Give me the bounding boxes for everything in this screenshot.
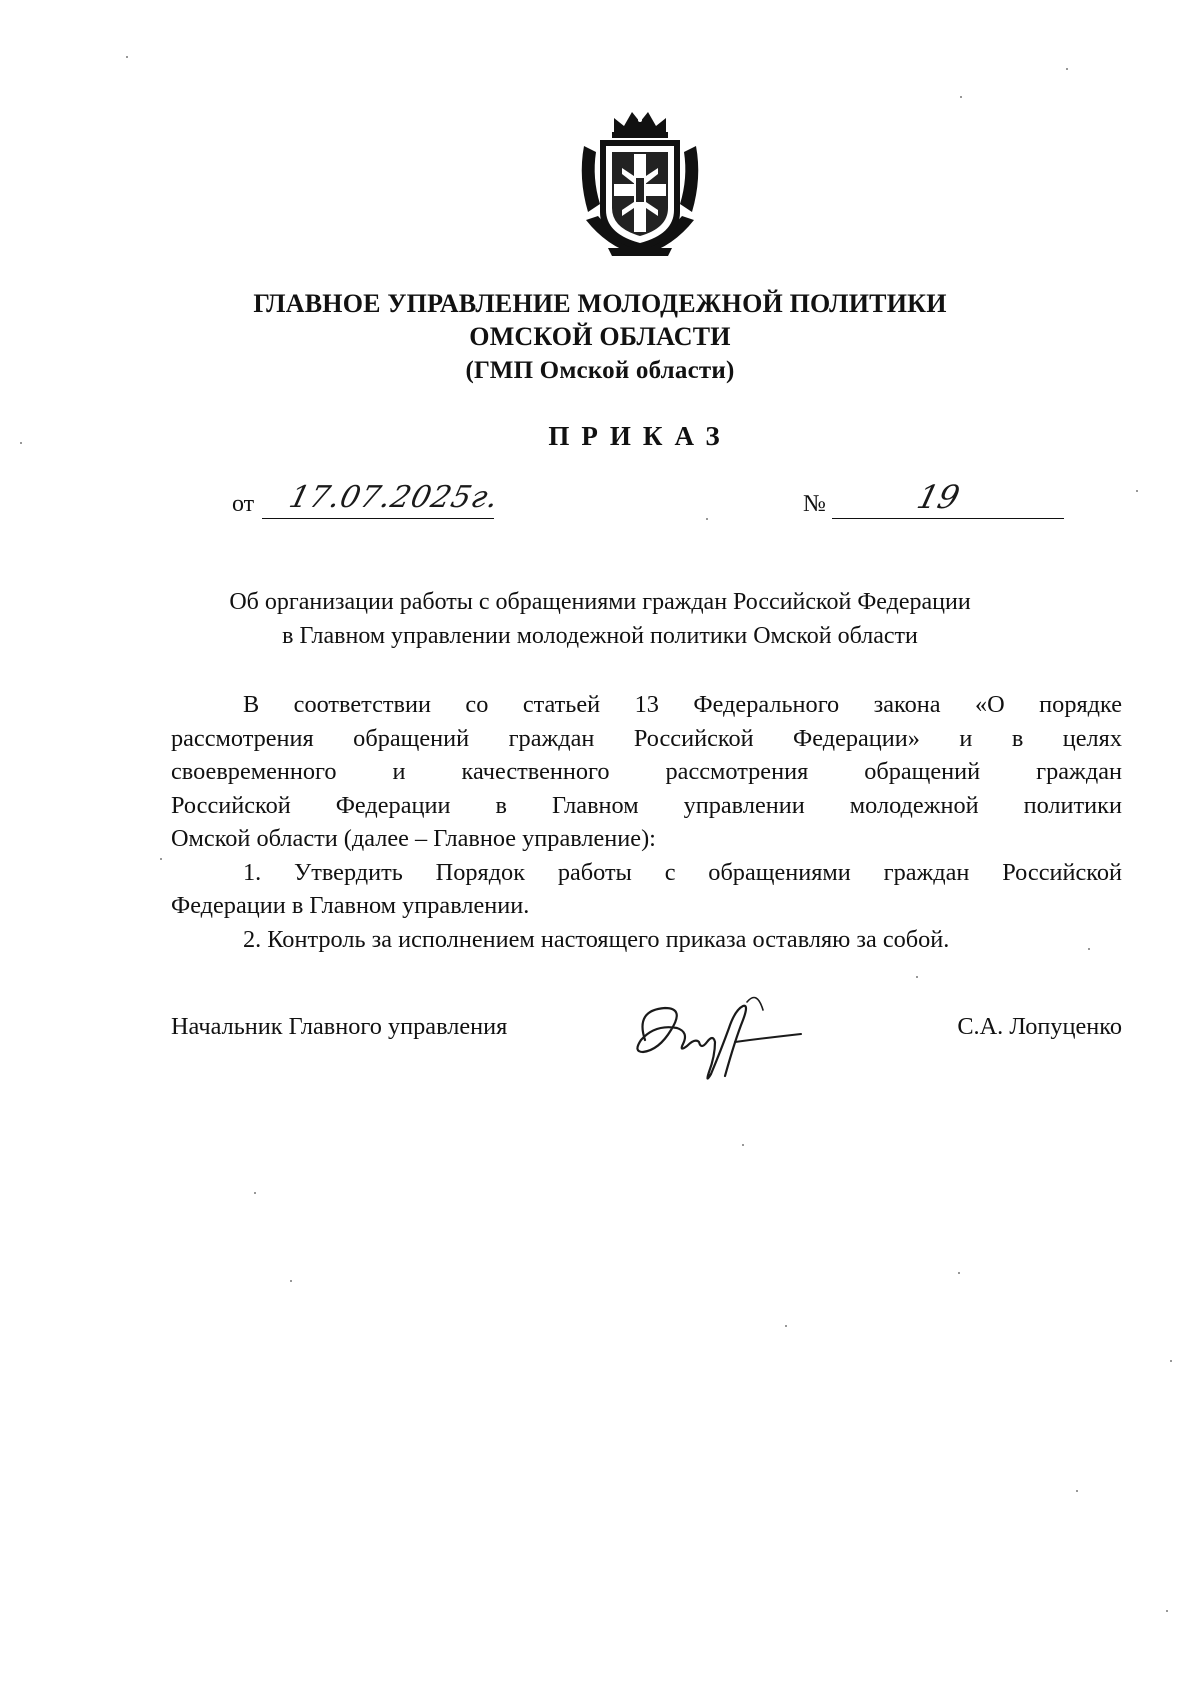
organization-name: ГЛАВНОЕ УПРАВЛЕНИЕ МОЛОДЕЖНОЙ ПОЛИТИКИ: [253, 289, 947, 318]
scan-speck: [785, 1325, 787, 1327]
body-line: Омской области (далее – Главное управление):: [171, 825, 656, 852]
organization-region: ОМСКОЙ ОБЛАСТИ: [469, 322, 731, 351]
number-handwritten: 19: [913, 478, 964, 516]
scan-speck: [126, 56, 128, 58]
scan-speck: [290, 1280, 292, 1282]
number-underline: [832, 518, 1064, 519]
handwritten-signature: [625, 980, 825, 1090]
order-item-1-continued: Федерации в Главном управлении.: [171, 892, 530, 919]
body-line: рассмотрения обращений граждан Российской Федерации» и в целях: [171, 724, 1122, 752]
scan-speck: [742, 1144, 744, 1146]
subject-line: Об организации работы с обращениями граждан Российской Федерации: [229, 589, 971, 615]
scan-speck: [916, 976, 918, 978]
omsk-coat-of-arms-icon: [578, 108, 702, 260]
scan-speck: [1136, 490, 1138, 492]
body-line: В соответствии со статьей 13 Федерального закона «О порядке: [243, 691, 1122, 718]
scan-speck: [254, 1192, 256, 1194]
date-underline: [262, 518, 494, 519]
document-type-title: ПРИКАЗ: [548, 421, 732, 451]
date-handwritten: 17.07.2025г.: [285, 480, 503, 515]
signatory-name: С.А. Лопуценко: [957, 1013, 1122, 1040]
body-line: своевременного и качественного рассмотрения обращений граждан: [171, 758, 1122, 785]
scan-speck: [706, 518, 708, 520]
scan-speck: [1170, 1360, 1172, 1362]
scan-speck: [20, 442, 22, 444]
order-item-2: 2. Контроль за исполнением настоящего приказа оставляю за собой.: [243, 925, 950, 953]
scan-speck: [958, 1272, 960, 1274]
body-line: Российской Федерации в Главном управлении молодежной политики: [171, 791, 1122, 819]
order-item-1: 1. Утвердить Порядок работы с обращениями граждан Российской: [243, 858, 1122, 886]
organization-abbreviation: (ГМП Омской области): [465, 357, 735, 384]
scan-speck: [1066, 68, 1068, 70]
date-prefix-label: от: [232, 491, 255, 517]
scan-speck: [1166, 1610, 1168, 1612]
number-prefix-label: №: [803, 491, 826, 517]
scan-speck: [1076, 1490, 1078, 1492]
scan-speck: [160, 858, 162, 860]
subject-line: в Главном управлении молодежной политики Омской области: [282, 623, 918, 649]
signatory-position: Начальник Главного управления: [171, 1013, 508, 1040]
scan-speck: [960, 96, 962, 98]
